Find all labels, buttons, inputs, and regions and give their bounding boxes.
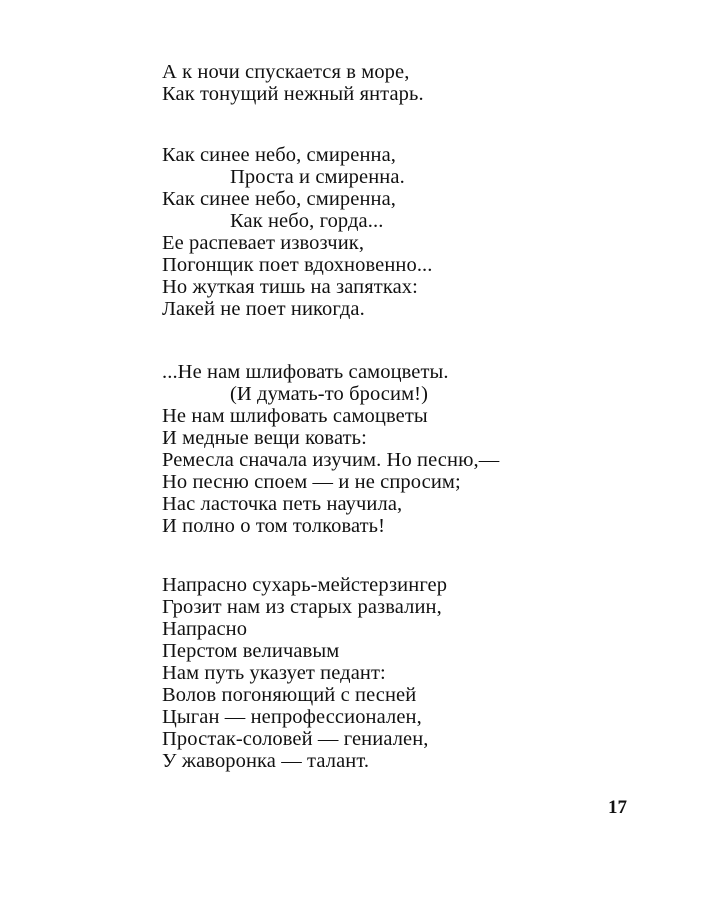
stanza [162, 144, 602, 320]
poem-line: Напрасно [162, 618, 248, 640]
poem-line: Волов погоняющий с песней [162, 684, 417, 706]
poem-line: Простак-соловей — гениален, [162, 728, 429, 750]
poem-line: Напрасно сухарь-мейстерзингер [162, 574, 448, 596]
poem-line: Не нам шлифовать самоцветы [162, 405, 428, 427]
poem-line: Погонщик поет вдохновенно... [162, 254, 433, 276]
poem-line: Лакей не поет никогда. [162, 298, 365, 320]
stanza [162, 61, 602, 105]
poem-line: ...Не нам шлифовать самоцветы. [162, 361, 449, 383]
poem-line: Цыган — непрофессионален, [162, 706, 422, 728]
poem-line: У жаворонка — талант. [162, 750, 370, 772]
poem-line: Как синее небо, смиренна, [162, 188, 397, 210]
poem-line: (И думать-то бросим!) [230, 383, 429, 405]
poem-line: Перстом величавым [162, 640, 340, 662]
poem-line: Как небо, горда... [230, 210, 384, 232]
poem-line: Ремесла сначала изучим. Но песню,— [162, 449, 500, 471]
poem-line: Как тонущий нежный янтарь. [162, 83, 424, 105]
poem-line: Грозит нам из старых развалин, [162, 596, 442, 618]
poem-line: Проста и смиренна. [230, 166, 405, 188]
poem-line: А к ночи спускается в море, [162, 61, 410, 83]
poem-line: И медные вещи ковать: [162, 427, 367, 449]
page-number: 17 [608, 797, 627, 818]
poem-line: Ее распевает извозчик, [162, 232, 365, 254]
poem-line: Но жуткая тишь на запятках: [162, 276, 418, 298]
poem-line: Как синее небо, смиренна, [162, 144, 397, 166]
poem-line: И полно о том толковать! [162, 515, 386, 537]
poem-line: Нас ласточка петь научила, [162, 493, 403, 515]
stanza [162, 574, 602, 772]
poem-line: Нам путь указует педант: [162, 662, 386, 684]
poem-line: Но песню споем — и не спросим; [162, 471, 461, 493]
stanza [162, 361, 602, 537]
